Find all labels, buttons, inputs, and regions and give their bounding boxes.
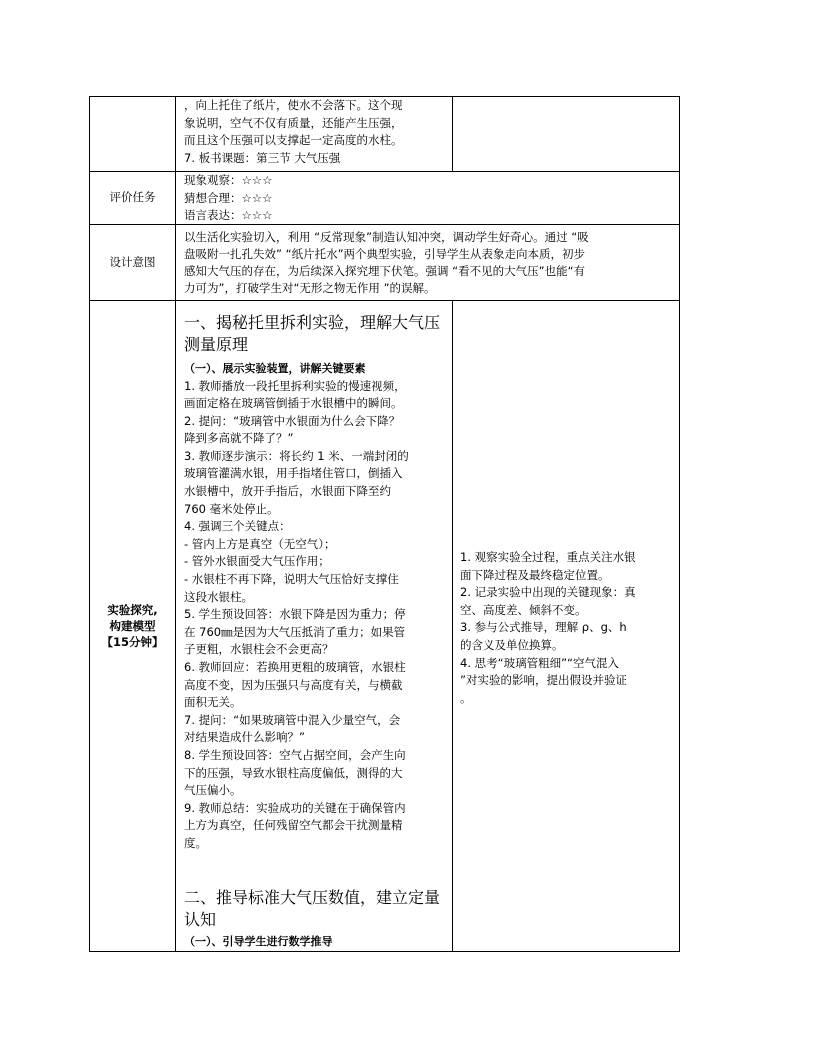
teacher-steps xyxy=(184,378,450,853)
subsection-heading: （一）、引导学生进行数学推导 xyxy=(184,935,333,948)
star-rating: ☆☆☆ xyxy=(241,190,273,205)
text-line: 度。 xyxy=(184,835,207,850)
text-line: 高度不变，因为压强只与高度有关，与横截 xyxy=(184,677,403,692)
text-line: 在 760㎜是因为大气压抵消了重力；如果管 xyxy=(184,624,406,639)
student-activity-content xyxy=(460,549,676,707)
text-line: - 水银柱不再下降，说明大气压恰好支撑住 xyxy=(184,572,399,587)
table-border-bottom xyxy=(89,951,680,952)
text-line: 空、高度差、倾斜不变。 xyxy=(460,602,587,617)
stage-label-line: 构建模型 xyxy=(109,619,156,633)
text-line: ，向上托住了纸片，使水不会落下。这个现 xyxy=(184,98,403,112)
text-line: 水银槽中，放开手指后，水银面下降至约 xyxy=(184,484,391,499)
evaluation-item xyxy=(184,207,449,225)
row1-content xyxy=(184,97,449,167)
evaluation-item xyxy=(184,172,449,190)
text-line: 1. 观察实验全过程，重点关注水银 xyxy=(460,550,636,564)
table-divider-middle-lower xyxy=(452,300,453,952)
evaluation-items xyxy=(184,172,449,225)
text-line: 对结果造成什么影响？” xyxy=(184,730,305,745)
section-heading: 认知 xyxy=(184,910,217,929)
text-line: 以生活化实验切入，利用 “反常现象”制造认知冲突，调动学生好奇心。通过 “吸 xyxy=(184,230,589,244)
star-rating: ☆☆☆ xyxy=(241,208,273,222)
item-label: 现象观察： xyxy=(184,173,242,187)
text-line: - 管内上方是真空（无空气）； xyxy=(184,536,336,551)
design-intent-content xyxy=(184,229,676,297)
text-line: 上方为真空，任何残留空气都会干扰测量精 xyxy=(184,818,403,833)
text-line: 面下降过程及最终稳定位置。 xyxy=(460,567,610,582)
lesson-plan-table xyxy=(89,96,680,952)
row-divider xyxy=(89,300,680,301)
text-line: 9. 教师总结：实验成功的关键在于确保管内 xyxy=(184,800,406,815)
subsection-heading: （一）、展示实验装置，讲解关键要素 xyxy=(184,362,366,375)
text-line: 象说明，空气不仅有质量，还能产生压强， xyxy=(184,115,403,130)
section-heading: 一、揭秘托里拆利实验，理解大气压 xyxy=(184,313,441,332)
text-line: 2. 记录实验中出现的关键现象：真 xyxy=(460,585,636,600)
text-line: 玻璃管灌满水银，用手指堵住管口，倒插入 xyxy=(184,466,403,481)
text-line: 3. 教师逐步演示：将长约 1 米、一端封闭的 xyxy=(184,448,409,463)
text-line: 。 xyxy=(460,690,472,705)
table-divider-middle xyxy=(452,96,453,172)
text-line: 降到多高就不降了？” xyxy=(184,431,294,446)
design-intent-label: 设计意图 xyxy=(109,254,156,269)
text-line: 6. 教师回应：若换用更粗的玻璃管，水银柱 xyxy=(184,660,406,674)
text-line: 5. 学生预设回答：水银下降是因为重力；停 xyxy=(184,607,406,622)
text-line: 子更粗，水银柱会不会更高？ xyxy=(184,642,334,657)
item-label: 猜想合理： xyxy=(184,190,242,205)
text-line: 气压偏小。 xyxy=(184,783,242,798)
text-line: 4. 思考“玻璃管粗细”“空气混入 xyxy=(460,655,619,670)
text-line: 760 毫米处停止。 xyxy=(184,501,279,516)
text-line: - 管外水银面受大气压作用； xyxy=(184,554,330,569)
evaluation-label: 评价任务 xyxy=(109,190,156,205)
teacher-activity-section2 xyxy=(184,887,450,951)
section-heading: 测量原理 xyxy=(184,335,249,354)
text-line: ”对实验的影响，提出假设并验证 xyxy=(460,673,627,688)
item-label: 语言表达： xyxy=(184,208,242,222)
text-line: 画面定格在玻璃管倒插于水银槽中的瞬间。 xyxy=(184,396,403,411)
text-line: 面积无关。 xyxy=(184,695,242,710)
text-line: 4. 强调三个关键点： xyxy=(184,519,291,534)
stage-label-cell xyxy=(90,301,175,951)
text-line: 而且这个压强可以支撑起一定高度的水柱。 xyxy=(184,133,403,147)
stage-label-line: 实验探究, xyxy=(107,603,158,617)
text-line: 1. 教师播放一段托里拆利实验的慢速视频， xyxy=(184,378,406,393)
star-rating: ☆☆☆ xyxy=(241,173,273,187)
stage-duration: 【15分钟】 xyxy=(101,635,164,649)
teacher-activity-content xyxy=(184,312,450,853)
text-line: 下的压强，导致水银柱高度偏低，测得的大 xyxy=(184,765,403,780)
section-heading: 二、推导标准大气压数值，建立定量 xyxy=(184,888,441,907)
text-line: 3. 参与公式推导，理解 ρ、g、h xyxy=(460,620,627,635)
evaluation-item xyxy=(184,190,449,208)
text-line: 8. 学生预设回答：空气占据空间，会产生向 xyxy=(184,747,406,762)
evaluation-label-cell xyxy=(90,172,175,224)
text-line: 7. 提问：“如果玻璃管中混入少量空气，会 xyxy=(184,712,401,727)
text-line: 这段水银柱。 xyxy=(184,589,253,604)
text-line: 力可为”，打破学生对“无形之物无作用 ”的误解。 xyxy=(184,281,436,295)
text-line: 的含义及单位换算。 xyxy=(460,637,564,652)
design-intent-label-cell xyxy=(90,225,175,300)
text-line: 2. 提问：“玻璃管中水银面为什么会下降？ xyxy=(184,413,401,428)
text-line: 7. 板书课题：第三节 大气压强 xyxy=(184,150,341,165)
text-line: 盘吸附一扎孔失效” “纸片托水”两个典型实验，引导学生从表象走向本质，初步 xyxy=(184,247,586,261)
text-line: 感知大气压的存在，为后续深入探究埋下伏笔。强调 “看不见的大气压”也能“有 xyxy=(184,264,586,278)
